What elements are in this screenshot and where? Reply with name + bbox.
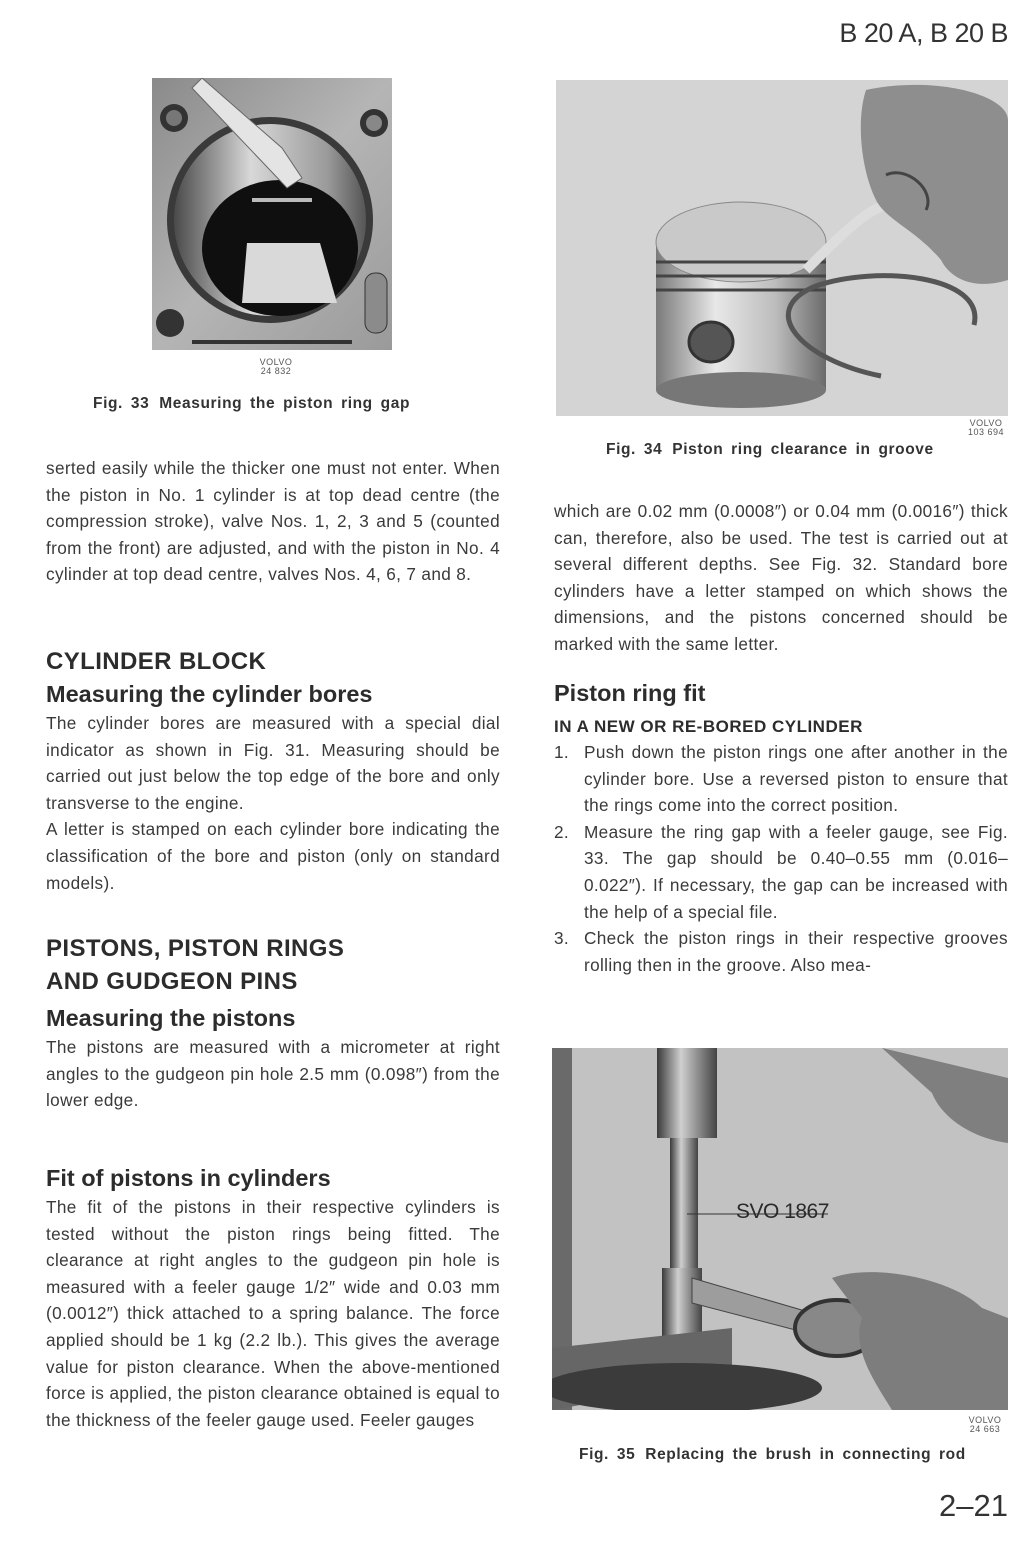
figure-34-photo xyxy=(556,80,1008,416)
connecting-rod-press-illustration xyxy=(552,1048,1008,1410)
left-column xyxy=(46,455,500,588)
section-heading: CYLINDER BLOCK xyxy=(46,648,267,675)
right-column-continuation xyxy=(554,498,1008,658)
volvo-brand: VOLVO xyxy=(259,357,293,367)
subsection-heading: Measuring the cylinder bores xyxy=(46,681,373,707)
figure-caption-text: Piston ring clearance in groove xyxy=(672,441,934,458)
section-cylinder-block xyxy=(46,645,500,896)
section-pistons xyxy=(46,932,500,1114)
step-item xyxy=(554,739,1008,819)
section-heading-line-2: AND GUDGEON PINS xyxy=(46,968,298,995)
volvo-brand: VOLVO xyxy=(969,418,1003,428)
figure-number: Fig. 35 xyxy=(579,1446,636,1463)
cylinder-bore-illustration xyxy=(152,78,392,350)
subsection-heading: Measuring the pistons xyxy=(46,1005,296,1031)
intro-paragraph: serted easily while the thicker one must not enter. When the piston in No. 1 cylinder is at top dead centre (the compression stroke), valve Nos. 1, 2, 3 and 5 (counted from the front) are adjusted, and with the piston in No. 4 cylinder at top dead centre, valves Nos. 4, 6, 7 and 8. xyxy=(46,458,500,585)
body-paragraph: The cylinder bores are measured with a special dial indicator as shown in Fig. 31. Measuring should be carried out just below the top edge of the bore and only transverse to the engine. xyxy=(46,713,500,813)
figure-number: Fig. 33 xyxy=(93,395,150,412)
figure-33-photo xyxy=(152,78,392,350)
step-number: 3. xyxy=(554,928,570,949)
continuation-paragraph: which are 0.02 mm (0.0008″) or 0.04 mm (0.0016″) thick can, therefore, also be used. The test is carried out at several different depths. See Fig. 32. Standard bore cylinders have a letter stamped on which shows the dimensions, and the pistons concerned should be marked with the same letter. xyxy=(554,501,1008,654)
figure-34-caption xyxy=(606,441,934,459)
step-text: Measure the ring gap with a feeler gauge, see Fig. 33. The gap should be 0.40–0.55 mm (0.016–0.022″). If necessary, the gap can be increased with the help of a special file. xyxy=(584,821,1008,922)
section-heading-line-1: PISTONS, PISTON RINGS xyxy=(46,935,345,962)
steps-list xyxy=(554,739,1008,978)
figure-caption-text: Measuring the piston ring gap xyxy=(159,395,411,412)
figure-33-code xyxy=(246,358,306,376)
step-number: 1. xyxy=(554,742,570,762)
tool-label: SVO 1867 xyxy=(736,1200,829,1223)
piston-ring-illustration xyxy=(556,80,1008,416)
figure-caption-text: Replacing the brush in connecting rod xyxy=(645,1446,966,1463)
subsection-heading: Fit of pistons in cylinders xyxy=(46,1165,331,1191)
section-piston-ring-fit xyxy=(554,677,1008,978)
figure-code-number: 24 663 xyxy=(969,1424,1001,1434)
step-item xyxy=(554,819,1008,925)
step-item xyxy=(554,925,1008,978)
caps-heading: IN A NEW OR RE-BORED CYLINDER xyxy=(554,717,863,736)
body-paragraph: The fit of the pistons in their respective cylinders is tested without the piston rings being fitted. The clearance at right angles to the gudgeon pin hole is measured with a feeler gauge 1/2″ wide and 0.03 mm (0.0012″) thick attached to a spring balance. The force applied should be 1 kg (2.2 lb.). This gives the average value for piston clearance. When the above-mentioned force is applied, the piston clearance obtained is equal to the thickness of the feeler gauge used. Feeler gauges xyxy=(46,1197,500,1430)
figure-number: Fig. 34 xyxy=(606,441,663,458)
body-paragraph: The pistons are measured with a micrometer at right angles to the gudgeon pin hole 2.5 mm (0.098″) from the lower edge. xyxy=(46,1037,500,1111)
section-fit-of-pistons xyxy=(46,1162,500,1433)
figure-35-code xyxy=(960,1416,1010,1434)
running-head: B 20 A, B 20 B xyxy=(839,18,1008,48)
step-number: 2. xyxy=(554,821,570,842)
figure-35-caption xyxy=(579,1446,966,1464)
body-paragraph: A letter is stamped on each cylinder bore indicating the classification of the bore and piston (only on standard models). xyxy=(46,819,500,893)
volvo-brand: VOLVO xyxy=(968,1415,1002,1425)
figure-35-photo xyxy=(552,1048,1008,1410)
step-text: Check the piston rings in their respective grooves rolling then in the groove. Also mea- xyxy=(584,928,1008,975)
figure-33-caption xyxy=(93,395,410,413)
figure-code-number: 103 694 xyxy=(967,427,1005,437)
figure-34-code xyxy=(962,419,1010,437)
subsection-heading: Piston ring fit xyxy=(554,680,706,706)
page-number: 2–21 xyxy=(939,1488,1008,1523)
figure-code-number: 24 832 xyxy=(260,366,292,376)
step-text: Push down the piston rings one after another in the cylinder bore. Use a reversed piston to ensure that the rings come into the correct position. xyxy=(584,742,1008,816)
